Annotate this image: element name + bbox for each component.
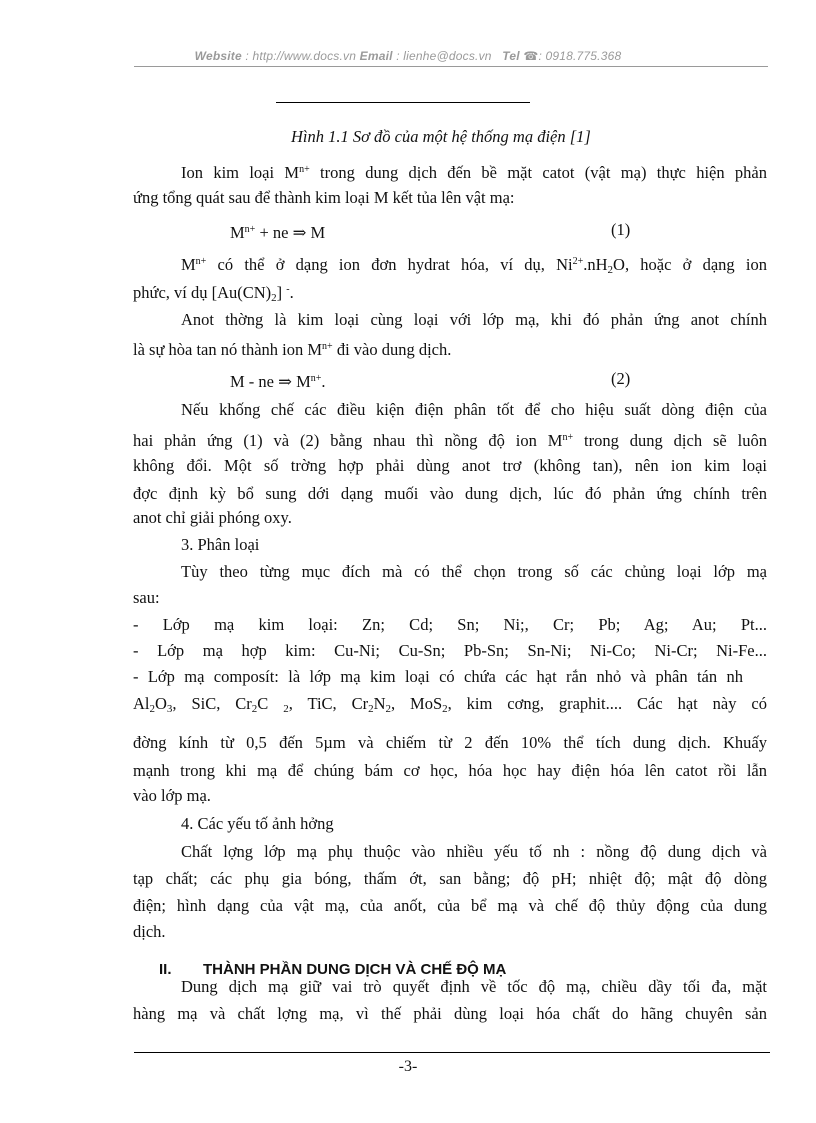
paragraph-3-line-2: là sự hòa tan nó thành ion $M^{n+}$ đi vào dung dịch. [133, 340, 452, 359]
list-item-composite-line-3: đờng kính từ 0,5 đến 5µm và chiếm từ 2 đến 10% thể tích dung dịch. Khuấy [133, 733, 767, 752]
figure-caption: Hình 1.1 Sơ đồ của một hệ thống mạ điện [1] [291, 127, 591, 146]
section-3-heading: 3. Phân loại [181, 535, 260, 554]
paragraph-6-line-3: điện; hình dạng của vật mạ, của anốt, của bể mạ và chế độ thủy động của dung [133, 896, 767, 915]
paragraph-2-line-1: $M^{n+}$ có thể ở dạng ion đơn hydrat hóa, ví dụ, $Ni^{2+}.nH_2O$, hoặc ở dạng ion [181, 255, 767, 276]
paragraph-6-line-2: tạp chất; các phụ gia bóng, thấm ớt, san bằng; độ pH; nhiệt độ; mật độ dòng [133, 869, 767, 888]
list-item-composite-line-1: - Lớp mạ composít: là lớp mạ kim loại có chứa các hạt rắn nhỏ và phân tán nh [133, 667, 743, 686]
list-item-metal-coating: - Lớp mạ kim loại: Zn; Cd; Sn; Ni;, Cr; Pb; Ag; Au; Pt... [133, 615, 767, 634]
paragraph-4-line-1: Nếu khống chế các điều kiện điện phân tốt để cho hiệu suất dòng điện của [181, 400, 767, 419]
footer-divider [134, 1052, 770, 1053]
paragraph-4-line-2: hai phản ứng (1) và (2) bằng nhau thì nồng độ ion $M^{n+}$ trong dung dịch sẽ luôn [133, 431, 767, 450]
tel-value: ☎: 0918.775.368 [519, 49, 622, 63]
figure-bottom-rule [276, 102, 530, 103]
paragraph-5-line-2: sau: [133, 588, 160, 607]
email-label: Email [359, 49, 393, 63]
header-separator: : [241, 49, 253, 63]
list-item-composite-line-5: vào lớp mạ. [133, 786, 211, 805]
section-4-heading: 4. Các yếu tố ảnh hởng [181, 814, 334, 833]
page-header [0, 49, 816, 63]
paragraph-1-line-1: Ion kim loại $M^{n+}$ trong dung dịch đến bề mặt catot (vật mạ) thực hiện phản [181, 163, 768, 182]
website-url-link[interactable]: http://www.docs.vn [252, 49, 357, 63]
section-2-title: THÀNH PHẦN DUNG DỊCH VÀ CHẾ ĐỘ MẠ [203, 961, 507, 978]
tel-label: Tel [502, 49, 520, 63]
paragraph-7-line-2: hàng mạ và chất lợng mạ, vì thế phải dùng loại hóa chất do hãng chuyên sản [133, 1004, 767, 1023]
paragraph-3-line-1: Anot thờng là kim loại cùng loại với lớp mạ, khi đó phản ứng anot chính [181, 310, 767, 329]
paragraph-6-line-4: dịch. [133, 922, 166, 941]
equation-2: M - ne ⇒ $M^{n+}$. [230, 372, 326, 391]
paragraph-7-line-1: Dung dịch mạ giữ vai trò quyết định về tốc độ mạ, chiều dầy tối đa, mặt [181, 977, 767, 996]
paragraph-2-line-2: phức, ví dụ $[Au(CN)_2]$ -. [133, 283, 294, 304]
equation-1: $M^{n+}$ + ne ⇒ M [230, 223, 326, 242]
paragraph-6-line-1: Chất lợng lớp mạ phụ thuộc vào nhiều yếu tố nh : nồng độ dung dịch và [181, 842, 767, 861]
email-link[interactable]: lienhe@docs.vn [403, 49, 492, 63]
header-separator: : [392, 49, 404, 63]
equation-1-number: (1) [611, 220, 631, 239]
website-label: Website [194, 49, 242, 63]
paragraph-5-line-1: Tùy theo từng mục đích mà có thể chọn trong số các chủng loại lớp mạ [181, 562, 767, 581]
header-divider [134, 66, 768, 67]
equation-2-number: (2) [611, 369, 631, 388]
list-item-composite-line-4: mạnh trong khi mạ để chúng bám cơ học, hóa học hay điện hóa lên catot rồi lẫn [133, 761, 767, 780]
paragraph-4-line-5: anot chỉ giải phóng oxy. [133, 508, 292, 527]
paragraph-4-line-3: không đổi. Một số trờng hợp phải dùng anot trơ (không tan), nên ion kim loại [133, 456, 767, 475]
list-item-alloy-coating: - Lớp mạ hợp kim: Cu-Ni; Cu-Sn; Pb-Sn; Sn-Ni; Ni-Co; Ni-Cr; Ni-Fe... [133, 641, 767, 660]
section-2-number: II. [159, 961, 172, 978]
paragraph-4-line-4: đợc định kỳ bổ sung dới dạng muối vào dung dịch, lúc đó phản ứng chính trên [133, 484, 767, 503]
paragraph-1-line-2: ứng tổng quát sau để thành kim loại M kết tủa lên vật mạ: [133, 188, 515, 207]
list-item-composite-line-2: $Al_2O_3$, SiC, $Cr_2C$ $_2$, TiC, $Cr_2N_2$, MoS$_2$, kim cơng, graphit.... Các hạt này có [133, 694, 767, 715]
page-number: -3- [398, 1058, 418, 1075]
